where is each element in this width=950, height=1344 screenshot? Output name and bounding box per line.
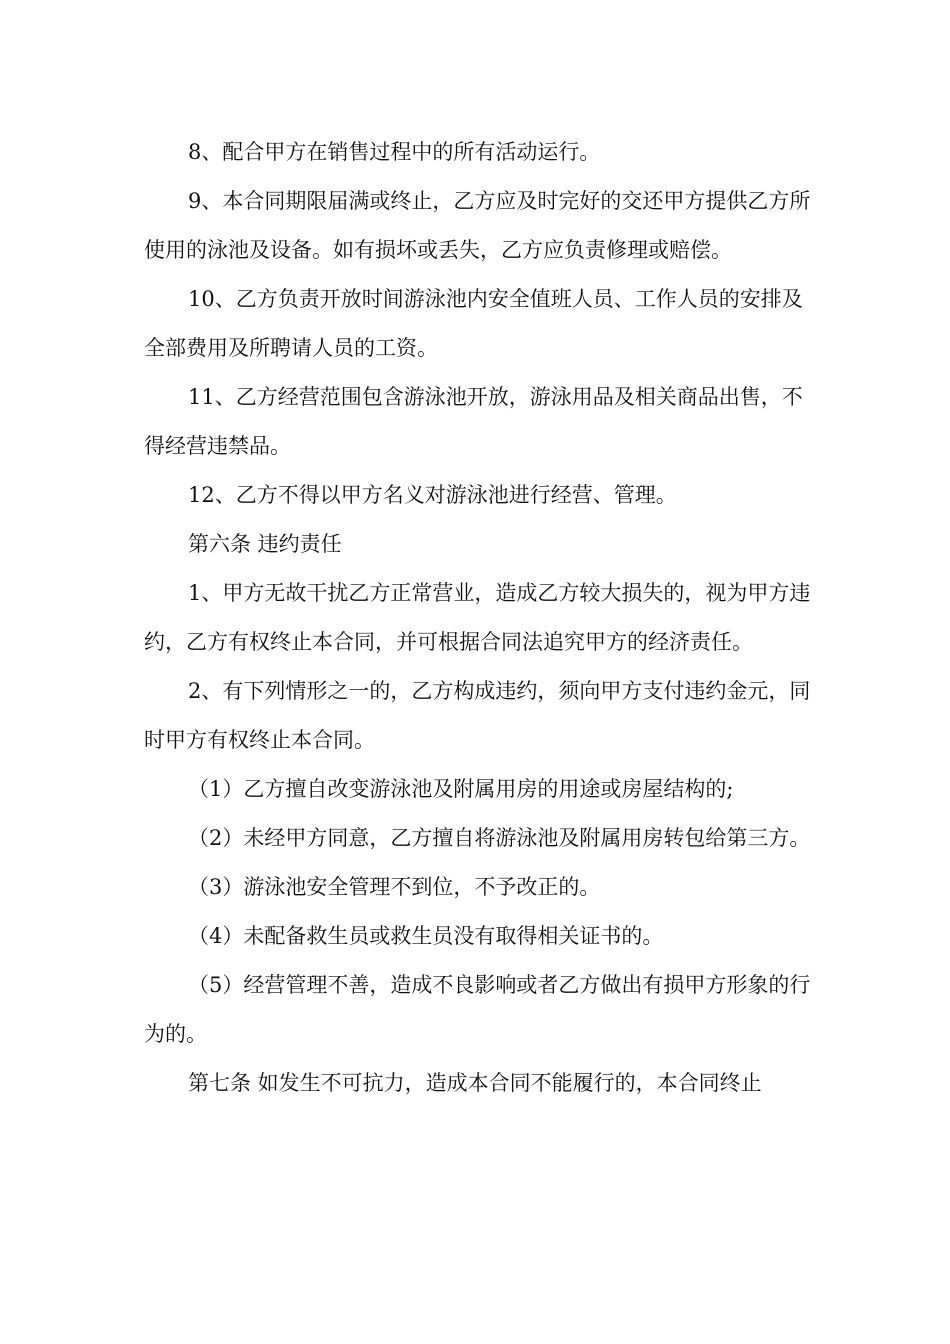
clause-10-staffing: 10、乙方负责开放时间游泳池内安全值班人员、工作人员的安排及全部费用及所聘请人员的工资。: [144, 287, 803, 360]
breach-case-5: （5）经营管理不善，造成不良影响或者乙方做出有损甲方形象的行为的。: [144, 973, 811, 1046]
article-6-item-2: 2、有下列情形之一的，乙方构成违约，须向甲方支付违约金元，同时甲方有权终止本合同。: [144, 679, 811, 752]
breach-case-4: （4）未配备救生员或救生员没有取得相关证书的。: [188, 924, 664, 948]
contract-body: [144, 128, 814, 1108]
clause-8-cooperate-sales: 8、配合甲方在销售过程中的所有活动运行。: [188, 140, 601, 164]
clause-11-business-scope: 11、乙方经营范围包含游泳池开放，游泳用品及相关商品出售，不得经营违禁品。: [144, 385, 803, 458]
article-6-heading: 第六条 违约责任: [188, 532, 342, 556]
article-6-item-1: 1、甲方无故干扰乙方正常营业，造成乙方较大损失的，视为甲方违约，乙方有权终止本合同，并可根据合同法追究甲方的经济责任。: [144, 581, 811, 654]
clause-12-no-name-use: 12、乙方不得以甲方名义对游泳池进行经营、管理。: [188, 483, 677, 507]
breach-case-3: （3）游泳池安全管理不到位，不予改正的。: [188, 875, 601, 899]
clause-9-return-equipment: 9、本合同期限届满或终止，乙方应及时完好的交还甲方提供乙方所使用的泳池及设备。如有损坏或丢失，乙方应负责修理或赔偿。: [144, 189, 811, 262]
breach-case-2: （2）未经甲方同意，乙方擅自将游泳池及附属用房转包给第三方。: [188, 826, 811, 850]
breach-case-1: （1）乙方擅自改变游泳池及附属用房的用途或房屋结构的;: [188, 777, 734, 801]
article-7-force-majeure: 第七条 如发生不可抗力，造成本合同不能履行的，本合同终止: [188, 1071, 762, 1095]
